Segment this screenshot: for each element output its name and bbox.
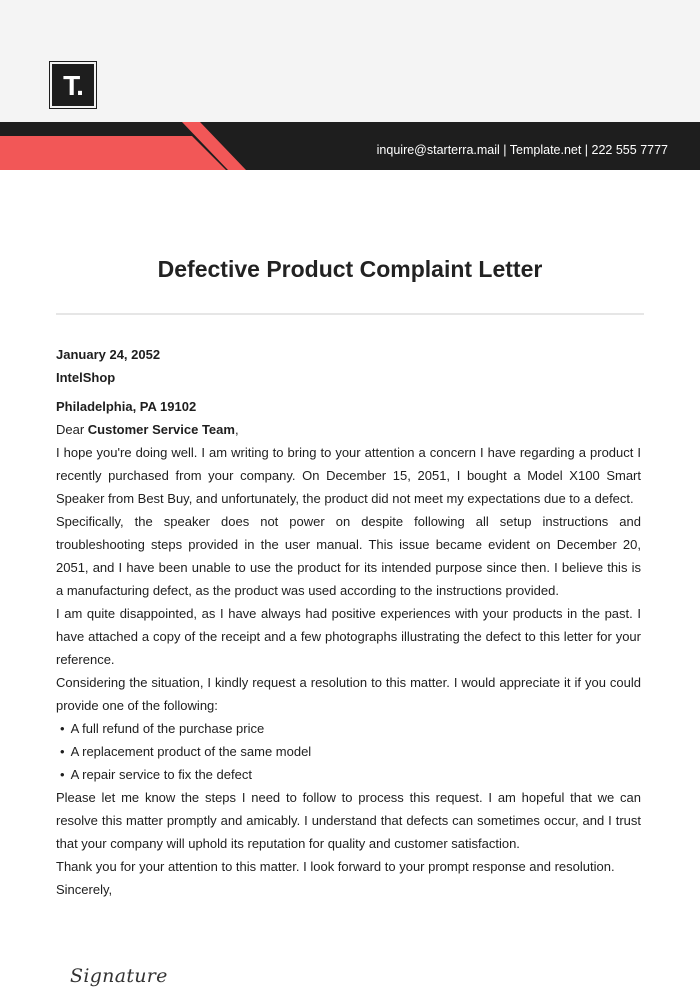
letter-date: January 24, 2052 bbox=[56, 347, 161, 362]
paragraph-issue: Specifically, the speaker does not power on despite following all setup instructions and troubleshooting steps provided in the user manual. This issue became evident on December 20, 2051, and I have been unable to use the product for its intended purpose since then. I believe this is a manufacturing defect, as the product was used according to the instructions provided. bbox=[56, 514, 641, 598]
list-item: • A repair service to fix the defect bbox=[56, 763, 641, 786]
recipient-company: IntelShop bbox=[56, 370, 116, 385]
recipient-address: Philadelphia, PA 19102 bbox=[56, 399, 197, 414]
paragraph-disappointment: I am quite disappointed, as I have always had positive experiences with your products in the past. I have attached a copy of the receipt and a few photographs illustrating the defect to this letter for your reference. bbox=[56, 606, 641, 667]
salutation-suffix: , bbox=[234, 422, 239, 437]
page-title: Defective Product Complaint Letter bbox=[157, 256, 543, 282]
paragraph-thanks: Thank you for your attention to this matter. I look forward to your prompt response and resolution. bbox=[56, 859, 615, 874]
signature: Signature bbox=[70, 965, 168, 987]
title-divider bbox=[56, 313, 644, 315]
contact-info: inquire@starterra.mail | Template.net | 222 555 7777 bbox=[376, 143, 668, 157]
salutation bbox=[56, 418, 641, 441]
paragraph-intro: I hope you're doing well. I am writing to bring to your attention a concern I have regarding a product I recently purchased from your company. On December 15, 2051, I bought a Model X100 Smart Speaker from Best Buy, and unfortunately, the product did not meet my expectations due to a defect. bbox=[56, 445, 641, 506]
paragraph-request: Considering the situation, I kindly request a resolution to this matter. I would appreciate it if you could provide one of the following: bbox=[56, 675, 641, 713]
salutation-prefix: Dear bbox=[56, 422, 88, 437]
company-logo: T. bbox=[50, 62, 96, 108]
list-item: • A replacement product of the same model bbox=[56, 740, 641, 763]
letter-body bbox=[56, 343, 641, 901]
paragraph-next-steps: Please let me know the steps I need to follow to process this request. I am hopeful that we can resolve this matter promptly and amicably. I understand that defects can sometimes occur, and I trust that your company will uphold its reputation for quality and customer satisfaction. bbox=[56, 790, 641, 851]
resolution-options bbox=[56, 717, 641, 786]
list-item: • A full refund of the purchase price bbox=[56, 717, 641, 740]
sign-off: Sincerely, bbox=[56, 882, 113, 897]
salutation-name: Customer Service Team bbox=[87, 422, 235, 437]
